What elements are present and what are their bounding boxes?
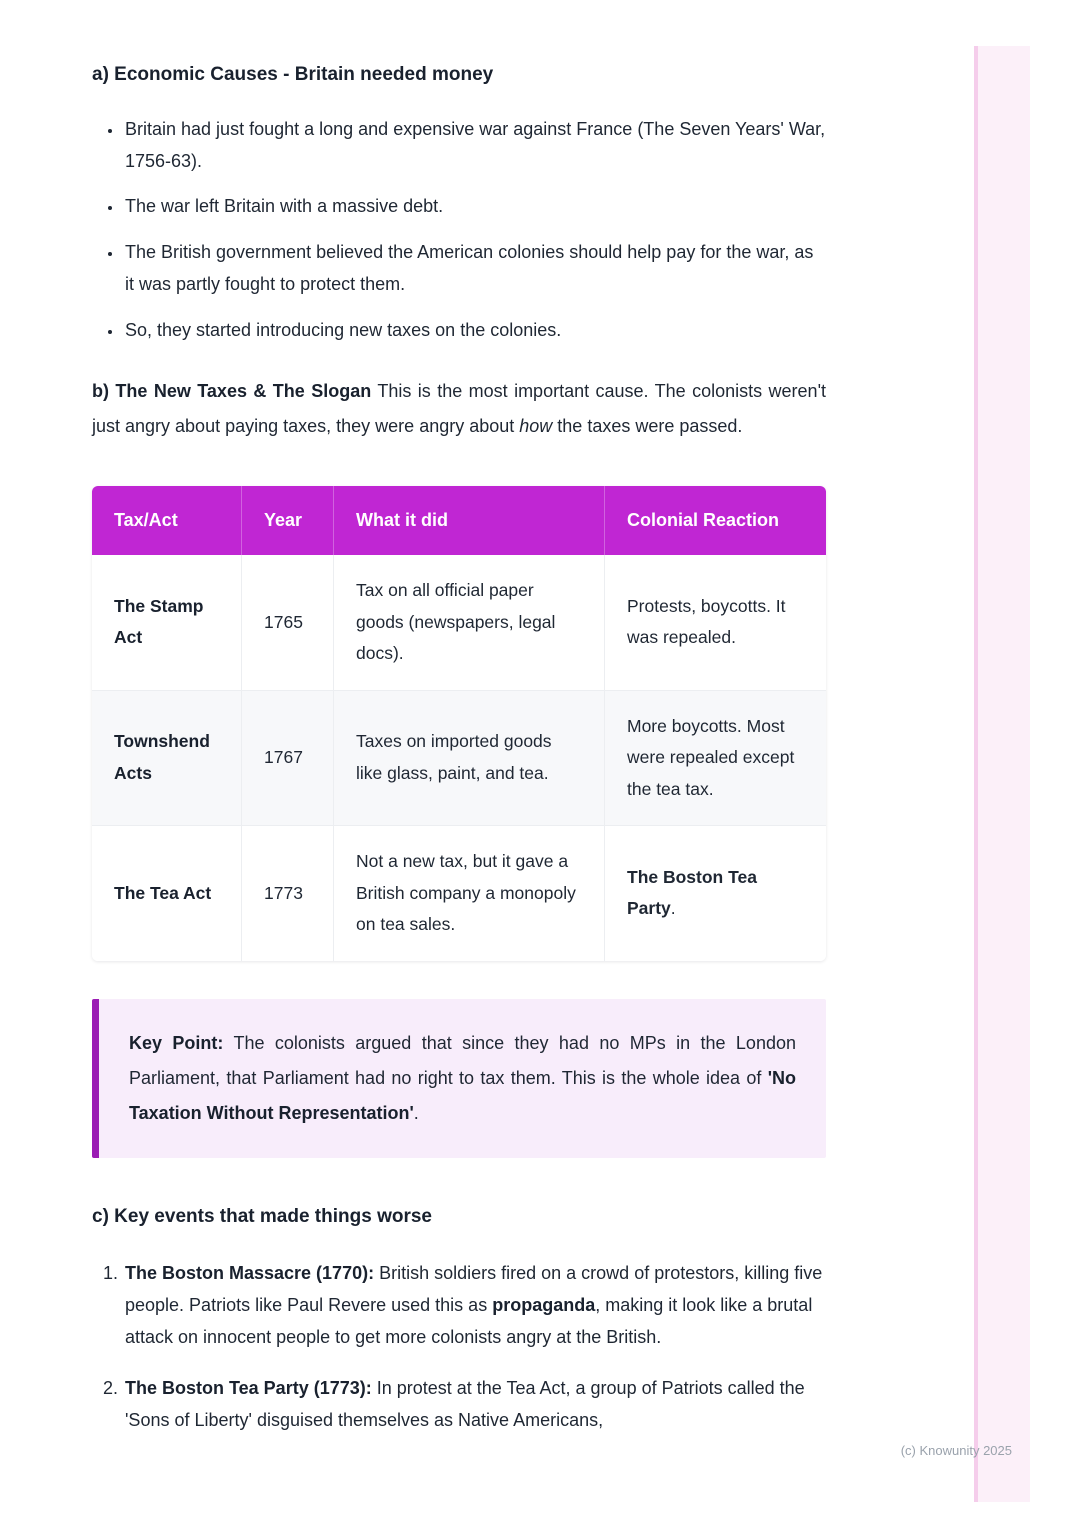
reaction-text: More boycotts. Most were repealed except the tea tax.: [627, 715, 795, 799]
cell-tax-act: [92, 826, 242, 961]
section-b-italic-word: how: [519, 415, 553, 436]
page-edge-strip: [978, 46, 1030, 1502]
list-item: [123, 1257, 826, 1354]
event-text-2: , making it look like a brutal attack on innocent people to get more colonists angry at the British.: [125, 1294, 813, 1348]
column-header-colonial-reaction: Colonial Reaction: [605, 486, 826, 555]
document-content: [92, 46, 826, 1454]
tax-act-name: The Stamp Act: [114, 595, 204, 648]
section-b-text-1: This is the most important cause. The colonists weren't just angry about paying taxes, they were angry about: [92, 380, 827, 436]
list-item: • Britain had just fought a long and expensive war against France (The Seven Years' War, 1756-63).: [123, 113, 826, 178]
column-header-what-it-did: What it did: [334, 486, 605, 555]
column-header-tax-act: Tax/Act: [92, 486, 242, 555]
table-row: [92, 555, 826, 691]
reaction-text: Protests, boycotts. It was repealed.: [627, 595, 786, 648]
key-point-callout: [92, 999, 826, 1158]
cell-year: 1773: [242, 826, 334, 961]
cell-year: 1767: [242, 691, 334, 827]
event-lead: The Boston Massacre (1770):: [125, 1262, 375, 1283]
event-bold-word: propaganda: [492, 1294, 596, 1315]
tax-acts-table: [92, 486, 826, 961]
key-point-slogan: 'No Taxation Without Representation': [129, 1067, 796, 1123]
copyright-footer: (c) Knowunity 2025: [900, 1443, 1012, 1458]
reaction-text: .: [670, 898, 676, 919]
cell-colonial-reaction: [605, 826, 826, 961]
tax-act-name: Townshend Acts: [114, 731, 210, 783]
table-header: [92, 486, 826, 555]
key-events-list: [92, 1257, 826, 1437]
cell-what-it-did: Tax on all official paper goods (newspapers, legal docs).: [334, 555, 605, 691]
list-item: • The British government believed the American colonies should help pay for the war, as it was partly fought to protect them.: [123, 236, 826, 301]
cell-what-it-did: Not a new tax, but it gave a British company a monopoly on tea sales.: [334, 826, 605, 961]
section-a-heading: a) Economic Causes - Britain needed money: [92, 64, 494, 85]
reaction-bold: The Boston Tea Party: [627, 866, 757, 919]
cell-colonial-reaction: [605, 691, 826, 827]
list-item: • The war left Britain with a massive debt.: [123, 190, 826, 222]
key-point-text-1: The colonists argued that since they had no MPs in the London Parliament, that Parliament had no right to tax them. This is the whole idea of: [129, 1032, 796, 1088]
tax-acts-table-wrap: [92, 486, 826, 961]
section-b-paragraph: [92, 374, 826, 444]
list-item: [123, 1372, 826, 1437]
table-row: [92, 826, 826, 961]
section-b-text-2: the taxes were passed.: [552, 415, 743, 436]
cell-colonial-reaction: [605, 555, 826, 691]
key-point-label: Key Point:: [129, 1032, 224, 1053]
event-text-1: British soldiers fired on a crowd of protestors, killing five people. Patriots like Paul Revere used this as: [125, 1262, 823, 1315]
cell-tax-act: [92, 555, 242, 691]
key-point-text: [129, 1026, 796, 1131]
section-c-heading: c) Key events that made things worse: [92, 1205, 432, 1227]
column-header-year: Year: [242, 486, 334, 555]
event-lead: The Boston Tea Party (1773):: [125, 1377, 372, 1398]
economic-causes-list: [92, 113, 826, 346]
section-b-lead: b) The New Taxes & The Slogan: [92, 380, 372, 401]
key-point-text-2: .: [413, 1102, 419, 1123]
list-item: • So, they started introducing new taxes on the colonies.: [123, 314, 826, 346]
table-row: [92, 691, 826, 827]
event-text-1: In protest at the Tea Act, a group of Patriots called the 'Sons of Liberty' disguised themselves as Native Americans,: [125, 1377, 805, 1431]
cell-year: 1765: [242, 555, 334, 691]
cell-tax-act: [92, 691, 242, 827]
tax-act-name: The Tea Act: [114, 882, 212, 903]
cell-what-it-did: Taxes on imported goods like glass, paint, and tea.: [334, 691, 605, 827]
